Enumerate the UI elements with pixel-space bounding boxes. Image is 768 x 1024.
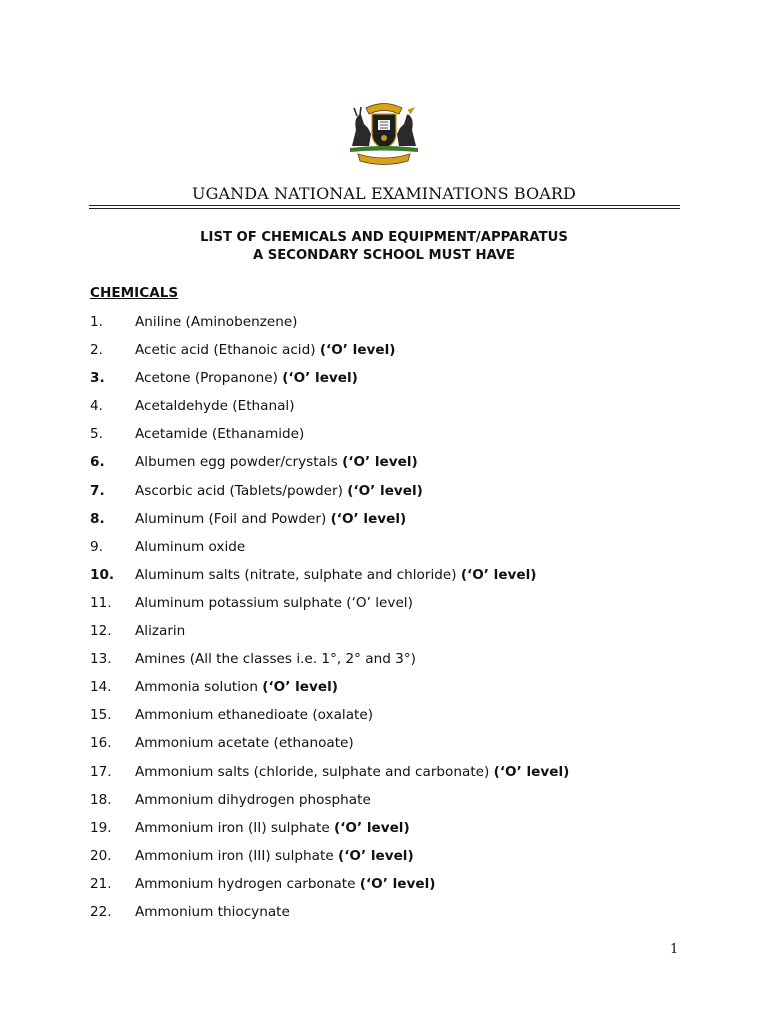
- list-item-name: [135, 478, 423, 504]
- chemical-name: Aniline (Aminobenzene): [135, 314, 298, 330]
- chemical-name: Ammonium thiocynate: [135, 903, 290, 920]
- list-item: [0, 815, 768, 843]
- chemical-name: Albumen egg powder/crystals: [135, 454, 343, 471]
- list-item-name: [135, 506, 406, 532]
- chemical-name: Aluminum oxide: [135, 538, 246, 555]
- list-item: [0, 646, 768, 674]
- o-level-tag: (‘O’ level): [262, 679, 338, 696]
- section-heading-chemicals: CHEMICALS: [90, 285, 179, 301]
- list-item-name: [135, 337, 396, 363]
- chemical-name: Acetone (Propanone): [135, 370, 283, 387]
- list-item-number: 10.: [90, 566, 115, 583]
- chemical-name: Ammonium acetate (ethanoate): [135, 735, 354, 752]
- list-item: [0, 562, 768, 590]
- list-item-name: [135, 365, 358, 391]
- list-item: [0, 309, 768, 337]
- list-item-number: 22.: [90, 903, 112, 920]
- list-item-name: [135, 421, 304, 447]
- list-item-number: 18.: [90, 791, 112, 808]
- list-item-number: 20.: [90, 847, 112, 864]
- list-item-number: 13.: [90, 651, 112, 668]
- list-item: [0, 618, 768, 646]
- list-item-number: 12.: [90, 623, 112, 640]
- o-level-tag: (‘O’ level): [330, 510, 407, 527]
- list-item-number: 2.: [90, 342, 103, 359]
- chemical-name: Ascorbic acid (Tablets/powder): [135, 482, 348, 499]
- list-item-number: 14.: [90, 679, 112, 696]
- list-item: [0, 534, 768, 562]
- list-item-name: [135, 871, 435, 897]
- list-item-number: 7.: [90, 482, 105, 499]
- chemical-name: Amines (All the classes i.e. 1°, 2° and 3°): [135, 651, 416, 668]
- list-item-name: [135, 815, 410, 841]
- list-item: [0, 759, 768, 787]
- list-item: [0, 702, 768, 730]
- chemical-name: Aluminum potassium sulphate (‘O’ level): [135, 594, 413, 611]
- o-level-tag: (‘O’ level): [342, 454, 418, 471]
- list-item-number: 8.: [90, 510, 105, 527]
- list-item: [0, 730, 768, 758]
- list-item-number: 16.: [90, 735, 112, 752]
- list-item-name: [135, 899, 290, 925]
- o-level-tag: (‘O’ level): [282, 370, 358, 387]
- title-rule-top: [89, 205, 680, 206]
- page-number: 1: [670, 942, 679, 957]
- list-item-name: [135, 534, 245, 560]
- list-item: [0, 449, 768, 477]
- list-item-name: [135, 562, 537, 588]
- list-item-name: [135, 590, 413, 616]
- list-item: [0, 674, 768, 702]
- list-item-name: [135, 702, 373, 728]
- list-item-name: [135, 393, 295, 419]
- chemical-name: Ammonium hydrogen carbonate: [135, 875, 360, 892]
- list-item: [0, 871, 768, 899]
- list-item-number: 15.: [90, 707, 112, 724]
- list-item-number: 9.: [90, 538, 103, 555]
- chemical-name: Aluminum salts (nitrate, sulphate and chloride): [135, 566, 461, 583]
- board-title: UGANDA NATIONAL EXAMINATIONS BOARD: [192, 184, 576, 203]
- list-item: [0, 421, 768, 449]
- list-item: [0, 590, 768, 618]
- o-level-tag: (‘O’ level): [359, 875, 436, 892]
- list-item-number: 3.: [90, 370, 105, 387]
- chemical-name: Ammonia solution: [135, 679, 263, 696]
- uneb-crest-icon: [344, 100, 424, 166]
- o-level-tag: (‘O’ level): [319, 342, 396, 359]
- chemical-name: Acetamide (Ethanamide): [135, 426, 305, 443]
- chemical-name: Acetic acid (Ethanoic acid): [135, 342, 320, 359]
- o-level-tag: (‘O’ level): [338, 847, 414, 864]
- document-title-line1: LIST OF CHEMICALS AND EQUIPMENT/APPARATUS: [200, 230, 568, 245]
- list-item: [0, 899, 768, 927]
- list-item-number: 17.: [90, 763, 112, 780]
- o-level-tag: (‘O’ level): [493, 763, 570, 780]
- list-item: [0, 337, 768, 365]
- o-level-tag: (‘O’ level): [334, 819, 410, 836]
- list-item-number: 21.: [90, 875, 112, 892]
- list-item-name: [135, 759, 569, 785]
- chemical-name: Ammonium iron (II) sulphate: [135, 819, 335, 836]
- list-item-name: [135, 646, 416, 672]
- list-item-name: [135, 618, 185, 644]
- list-item: [0, 478, 768, 506]
- list-item-number: 4.: [90, 398, 103, 415]
- o-level-tag: (‘O’ level): [460, 566, 537, 583]
- list-item-name: [135, 730, 354, 756]
- list-item-name: [135, 309, 298, 335]
- chemicals-list: [0, 309, 768, 927]
- document-title-line2: A SECONDARY SCHOOL MUST HAVE: [252, 248, 516, 263]
- chemical-name: Ammonium salts (chloride, sulphate and carbonate): [135, 763, 494, 780]
- list-item: [0, 787, 768, 815]
- list-item: [0, 365, 768, 393]
- chemical-name: Ammonium dihydrogen phosphate: [135, 791, 371, 808]
- document-title: [0, 229, 768, 265]
- chemical-name: Ammonium iron (III) sulphate: [135, 847, 339, 864]
- list-item: [0, 843, 768, 871]
- list-item: [0, 506, 768, 534]
- list-item-number: 11.: [90, 594, 112, 611]
- chemical-name: Aluminum (Foil and Powder): [135, 510, 331, 527]
- list-item-number: 1.: [90, 314, 103, 330]
- chemical-name: Alizarin: [135, 623, 186, 640]
- list-item-number: 19.: [90, 819, 112, 836]
- title-rule-bottom: [89, 208, 680, 209]
- o-level-tag: (‘O’ level): [347, 482, 423, 499]
- list-item-name: [135, 787, 371, 813]
- chemical-name: Ammonium ethanedioate (oxalate): [135, 707, 374, 724]
- list-item-name: [135, 674, 338, 700]
- list-item-number: 6.: [90, 454, 105, 471]
- list-item-name: [135, 843, 414, 869]
- list-item: [0, 393, 768, 421]
- list-item-name: [135, 449, 418, 475]
- chemical-name: Acetaldehyde (Ethanal): [135, 398, 295, 415]
- list-item-number: 5.: [90, 426, 103, 443]
